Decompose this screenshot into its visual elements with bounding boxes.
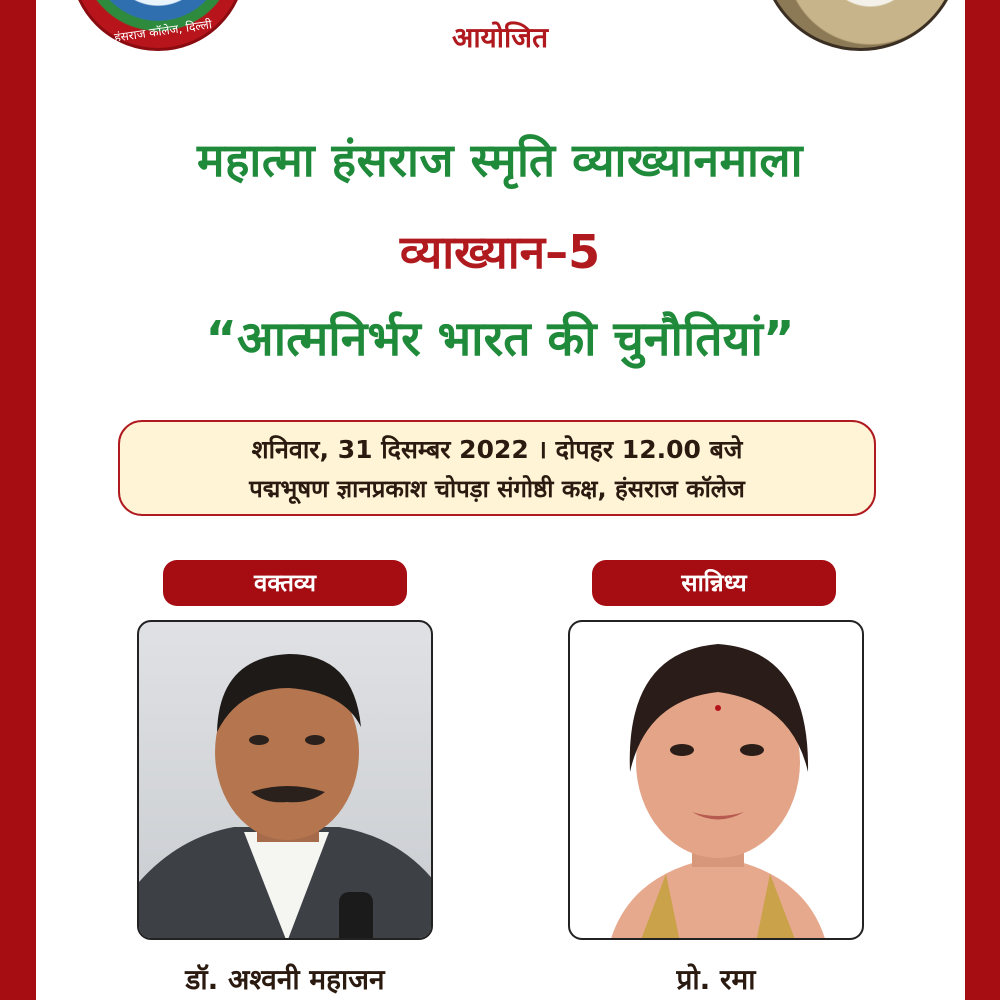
event-venue: पद्मभूषण ज्ञानप्रकाश चोपड़ा संगोष्ठी कक्ष, हंसराज कॉलेज [249, 475, 745, 503]
presence-name: प्रो. रमा [676, 963, 756, 996]
speaker-portrait-illustration [139, 622, 433, 940]
event-details-box [118, 420, 876, 516]
speaker-role-tag: वक्तव्य [163, 560, 407, 606]
event-date-time: शनिवार, 31 दिसम्बर 2022 । दोपहर 12.00 बजे [251, 435, 743, 464]
organizer-label: आयोजित [451, 21, 549, 54]
lecture-series-title: महात्मा हंसराज स्मृति व्याख्यानमाला [196, 133, 804, 187]
college-logo-caption: हंसराज कॉलेज, दिल्ली [113, 17, 213, 45]
presence-photo [568, 620, 864, 940]
speaker-name: डॉ. अश्वनी महाजन [185, 963, 385, 996]
lecture-topic: “आत्मनिर्भर भारत की चुनौतियां” [205, 311, 795, 367]
presence-portrait-illustration [570, 622, 864, 940]
lecture-number: व्याख्यान–5 [399, 225, 601, 279]
speaker-photo [137, 620, 433, 940]
presence-role-tag: सान्निध्य [592, 560, 836, 606]
